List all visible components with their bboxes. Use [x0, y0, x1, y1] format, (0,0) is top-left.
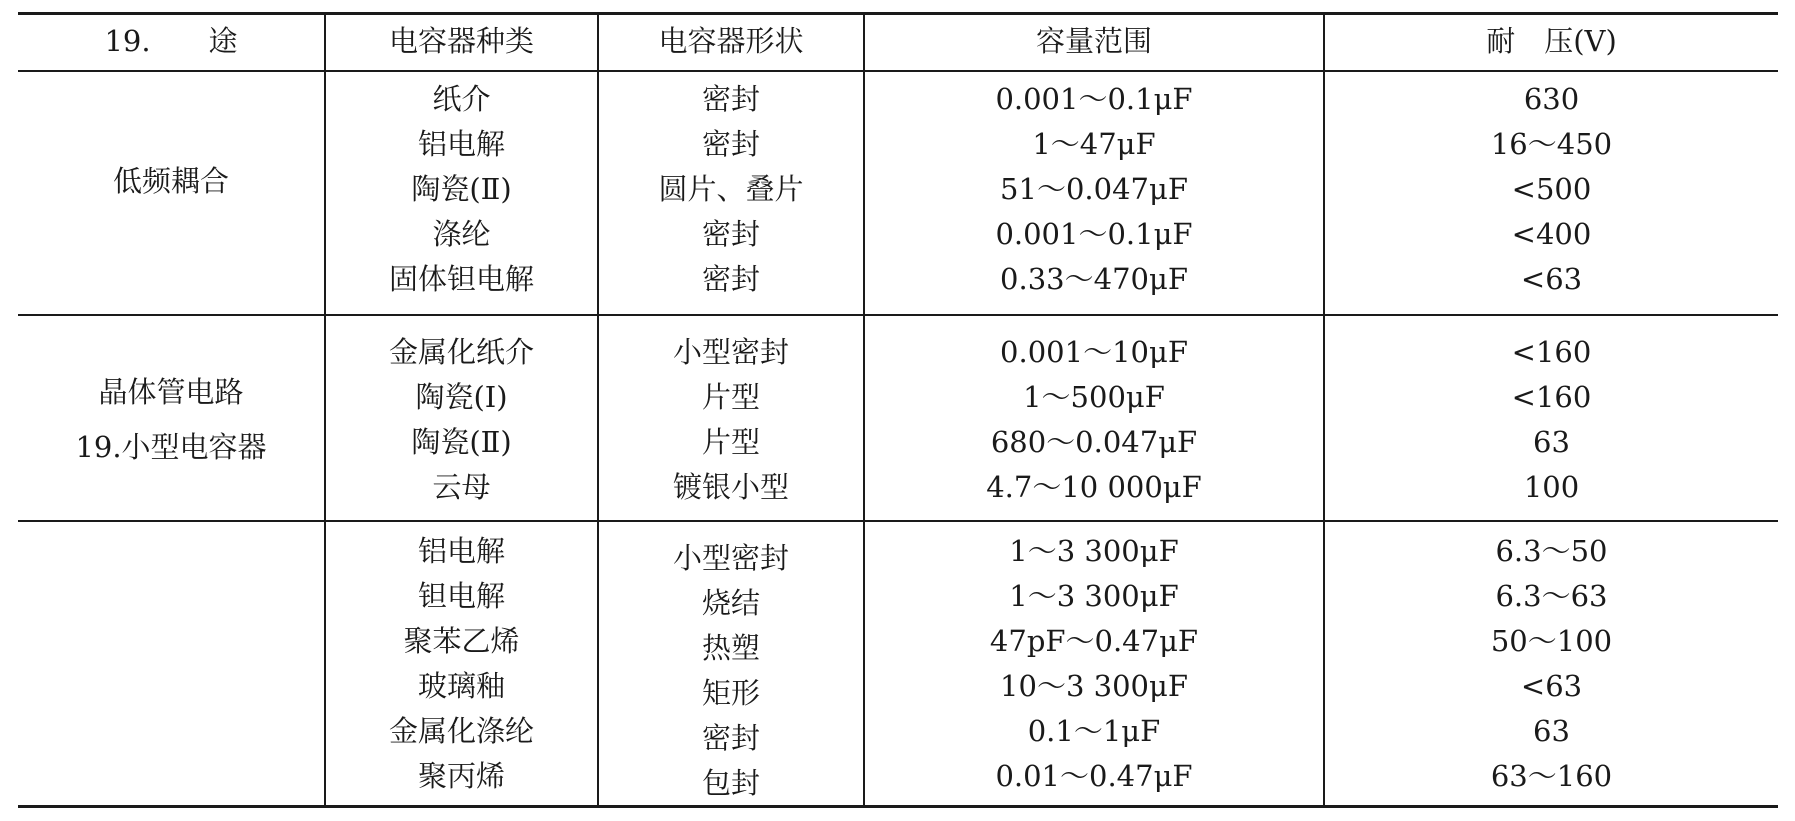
group-usage: 19.小型电容器 [75, 430, 267, 464]
cell-voltage: 100 [1523, 470, 1580, 504]
cell-capacity: 0.33～470μF [1000, 262, 1188, 296]
cell-shape: 密封 [701, 127, 760, 161]
header-bottom-rule [18, 70, 1778, 72]
cell-shape: 包封 [701, 766, 760, 800]
cell-capacity: 4.7～10 000μF [986, 470, 1202, 504]
cell-shape: 片型 [701, 425, 760, 459]
cell-voltage: <63 [1520, 669, 1583, 703]
cell-type: 铝电解 [417, 127, 505, 161]
cell-type: 陶瓷(Ⅱ) [411, 425, 512, 459]
cell-capacity: 0.001～0.1μF [995, 82, 1193, 116]
header-voltage: 耐 压(V) [1486, 24, 1617, 58]
group-divider [18, 520, 1778, 522]
header-usage: 19. 途 [104, 24, 238, 58]
header-capacity: 容量范围 [1035, 24, 1152, 58]
cell-shape: 密封 [701, 262, 760, 296]
cell-type: 金属化涤纶 [388, 714, 534, 748]
cell-type: 聚丙烯 [417, 759, 505, 793]
group-usage: 晶体管电路 [98, 375, 244, 409]
cell-capacity: 1～3 300μF [1009, 534, 1179, 568]
cell-capacity: 10～3 300μF [1000, 669, 1188, 703]
cell-voltage: <400 [1511, 217, 1592, 251]
cell-type: 陶瓷(Ⅱ) [411, 172, 512, 206]
cell-voltage: <160 [1511, 380, 1592, 414]
cell-type: 钽电解 [417, 579, 505, 613]
cell-voltage: 6.3～50 [1495, 534, 1608, 568]
cell-type: 铝电解 [417, 534, 505, 568]
cell-capacity: 0.001～10μF [1000, 335, 1188, 369]
cell-voltage: <63 [1520, 262, 1583, 296]
cell-type: 涤纶 [432, 217, 491, 251]
cell-voltage: 50～100 [1490, 624, 1613, 658]
cell-type: 陶瓷(Ⅰ) [415, 380, 508, 414]
cell-voltage: 63 [1533, 425, 1570, 459]
cell-shape: 密封 [701, 217, 760, 251]
cell-capacity: 51～0.047μF [1000, 172, 1188, 206]
cell-voltage: 63 [1533, 714, 1570, 748]
table-bottom-rule [18, 805, 1778, 808]
cell-capacity: 1～3 300μF [1009, 579, 1179, 613]
capacitor-table [18, 12, 1778, 808]
cell-shape: 圆片、叠片 [658, 172, 804, 206]
cell-shape: 热塑 [701, 631, 760, 665]
cell-type: 纸介 [432, 82, 491, 116]
cell-shape: 矩形 [701, 676, 760, 710]
cell-voltage: <500 [1511, 172, 1592, 206]
cell-shape: 密封 [701, 721, 760, 755]
cell-type: 金属化纸介 [388, 335, 534, 369]
cell-capacity: 680～0.047μF [990, 425, 1198, 459]
cell-capacity: 47pF～0.47μF [989, 624, 1199, 658]
cell-voltage: <160 [1511, 335, 1592, 369]
cell-shape: 密封 [701, 82, 760, 116]
cell-voltage: 16～450 [1490, 127, 1613, 161]
cell-capacity: 0.1～1μF [1027, 714, 1161, 748]
cell-capacity: 1～47μF [1032, 127, 1156, 161]
cell-type: 云母 [432, 470, 491, 504]
cell-shape: 片型 [701, 380, 760, 414]
cell-shape: 镀银小型 [672, 470, 789, 504]
cell-shape: 小型密封 [672, 335, 789, 369]
header-type: 电容器种类 [388, 24, 534, 58]
cell-voltage: 63～160 [1490, 759, 1613, 793]
cell-shape: 烧结 [701, 586, 760, 620]
header-shape: 电容器形状 [658, 24, 804, 58]
group-usage: 低频耦合 [112, 164, 229, 198]
cell-capacity: 1～500μF [1023, 380, 1165, 414]
cell-shape: 小型密封 [672, 541, 789, 575]
cell-type: 玻璃釉 [417, 669, 505, 703]
cell-voltage: 630 [1523, 82, 1580, 116]
cell-type: 固体钽电解 [388, 262, 534, 296]
group-divider [18, 314, 1778, 316]
cell-type: 聚苯乙烯 [403, 624, 520, 658]
cell-capacity: 0.01～0.47μF [995, 759, 1193, 793]
cell-capacity: 0.001～0.1μF [995, 217, 1193, 251]
cell-voltage: 6.3～63 [1495, 579, 1608, 613]
